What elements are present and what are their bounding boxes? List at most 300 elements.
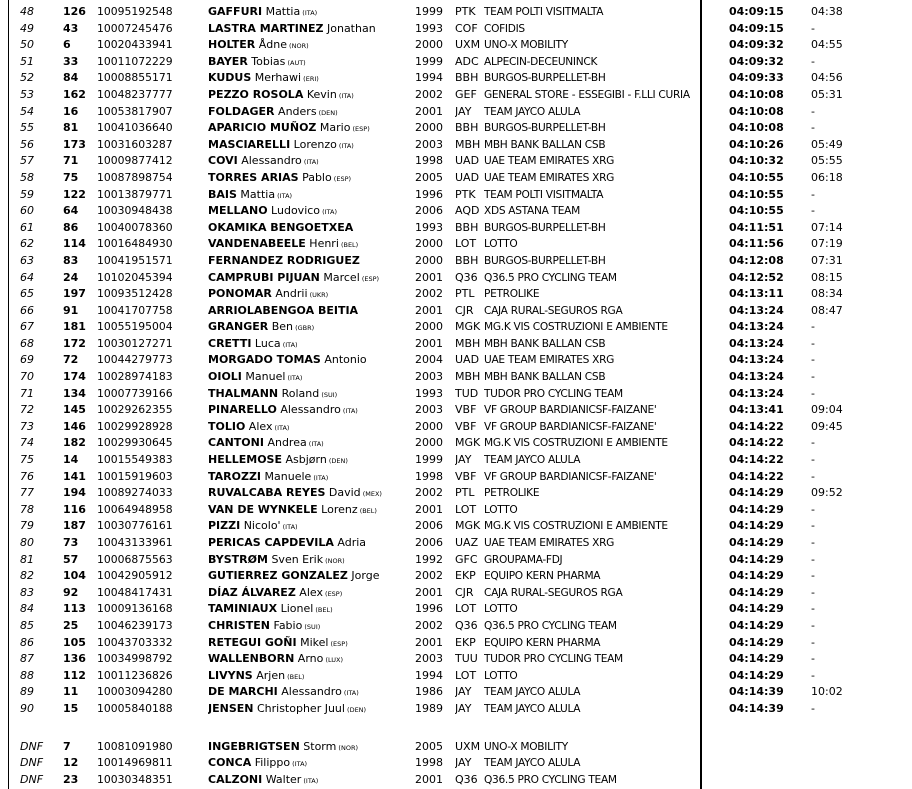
time-cell: 04:14:29 bbox=[729, 618, 784, 632]
uci-id-cell: 10009877412 bbox=[97, 154, 173, 168]
gap-cell: 08:47 bbox=[811, 303, 843, 317]
team-name-cell: LOTTO bbox=[484, 603, 518, 616]
gap-cell: 05:31 bbox=[811, 87, 843, 101]
team-name-cell: EQUIPO KERN PHARMA bbox=[484, 636, 601, 649]
team-name-cell: TUDOR PRO CYCLING TEAM bbox=[484, 653, 623, 666]
rider-name-cell bbox=[208, 469, 415, 486]
uci-id-cell: 10030948438 bbox=[97, 204, 173, 218]
rider-nationality: (ITA) bbox=[290, 760, 308, 769]
rider-lastname: PERICAS CAPDEVILA bbox=[208, 536, 334, 549]
result-row bbox=[0, 435, 912, 452]
row-left-pad bbox=[0, 535, 20, 552]
team-code-cell: MGK bbox=[455, 436, 481, 450]
birth-year-cell: 2001 bbox=[415, 104, 443, 118]
team-name-cell: TEAM POLTI VISITMALTA bbox=[484, 6, 604, 18]
bib-cell: 141 bbox=[63, 469, 86, 483]
rider-firstname: Ben bbox=[268, 320, 294, 334]
team-name-cell: BURGOS-BURPELLET-BH bbox=[484, 122, 606, 135]
team-name-cell: TUDOR PRO CYCLING TEAM bbox=[484, 387, 623, 400]
time-cell: 04:11:56 bbox=[729, 237, 784, 251]
birth-year-cell: 2002 bbox=[415, 618, 443, 632]
rider-nationality: (ERI) bbox=[301, 75, 319, 84]
result-row bbox=[0, 170, 912, 187]
team-name-cell: Q36.5 PRO CYCLING TEAM bbox=[484, 619, 617, 632]
rider-name-cell bbox=[208, 739, 415, 756]
birth-year-cell: 2003 bbox=[415, 652, 443, 666]
time-cell: 04:09:32 bbox=[729, 54, 784, 68]
uci-id-cell: 10053817907 bbox=[97, 104, 173, 118]
rider-firstname: Pablo bbox=[298, 170, 332, 184]
position-cell: 51 bbox=[20, 54, 34, 68]
birth-year-cell: 2000 bbox=[415, 436, 443, 450]
gap-cell: 09:45 bbox=[811, 419, 843, 433]
bib-cell: 126 bbox=[63, 5, 86, 18]
row-left-pad bbox=[0, 220, 20, 237]
team-code-cell: AQD bbox=[455, 204, 480, 218]
rider-firstname: Merhawi bbox=[251, 71, 302, 85]
rider-nationality: (UKR) bbox=[307, 291, 329, 300]
team-code-cell: PTL bbox=[455, 486, 475, 500]
rider-lastname: BAYER bbox=[208, 54, 248, 68]
rider-lastname: COVI bbox=[208, 154, 238, 168]
bib-cell: 24 bbox=[63, 270, 79, 284]
position-cell: 55 bbox=[20, 121, 34, 135]
rider-name-cell bbox=[208, 701, 415, 718]
time-cell: 04:14:29 bbox=[729, 635, 784, 649]
uci-id-cell: 10041707758 bbox=[97, 303, 173, 317]
gap-cell: - bbox=[811, 652, 815, 666]
bib-cell: 86 bbox=[63, 220, 79, 234]
row-left-pad bbox=[0, 253, 20, 270]
rider-lastname: WALLENBORN bbox=[208, 652, 295, 666]
row-left-pad bbox=[0, 568, 20, 585]
time-cell: 04:14:29 bbox=[729, 502, 784, 516]
position-cell: 83 bbox=[20, 585, 34, 599]
result-row bbox=[0, 651, 912, 668]
birth-year-cell: 2001 bbox=[415, 772, 443, 786]
rider-nationality: (ITA) bbox=[300, 9, 318, 17]
result-row bbox=[0, 755, 912, 772]
birth-year-cell: 1996 bbox=[415, 602, 443, 616]
team-name-cell: VF GROUP BARDIANICSF-FAIZANE' bbox=[484, 470, 657, 483]
row-left-pad bbox=[0, 452, 20, 469]
rider-nationality: (ITA) bbox=[285, 374, 303, 383]
rider-nationality: (ESP) bbox=[322, 589, 343, 598]
team-code-cell: MBH bbox=[455, 370, 481, 384]
bib-cell: 105 bbox=[63, 635, 86, 649]
row-left-pad bbox=[0, 552, 20, 569]
bib-cell: 57 bbox=[63, 552, 79, 566]
bib-cell: 25 bbox=[63, 618, 79, 632]
position-cell: 49 bbox=[20, 21, 34, 35]
uci-id-cell: 10011072229 bbox=[97, 54, 173, 68]
uci-id-cell: 10095192548 bbox=[97, 5, 173, 18]
bib-cell: 75 bbox=[63, 170, 79, 184]
rider-lastname: OIOLI bbox=[208, 370, 242, 384]
result-row bbox=[0, 137, 912, 154]
team-code-cell: CJR bbox=[455, 303, 474, 317]
rider-lastname: VAN DE WYNKELE bbox=[208, 502, 318, 516]
gap-cell: 10:02 bbox=[811, 685, 843, 699]
birth-year-cell: 2002 bbox=[415, 569, 443, 583]
result-row bbox=[0, 220, 912, 237]
team-code-cell: UXM bbox=[455, 38, 481, 52]
gap-cell: 07:14 bbox=[811, 220, 843, 234]
rider-firstname: Alex bbox=[295, 585, 323, 599]
gap-cell: 07:19 bbox=[811, 237, 843, 251]
rider-name-cell bbox=[208, 187, 415, 204]
bib-cell: 23 bbox=[63, 772, 79, 786]
birth-year-cell: 2001 bbox=[415, 303, 443, 317]
time-cell: 04:10:08 bbox=[729, 104, 784, 118]
rider-name-cell bbox=[208, 21, 415, 38]
rider-nationality: (ESP) bbox=[328, 639, 348, 648]
gap-cell: - bbox=[811, 552, 815, 566]
team-name-cell: UAE TEAM EMIRATES XRG bbox=[484, 171, 615, 184]
rider-lastname: TAROZZI bbox=[208, 469, 262, 483]
time-cell: 04:09:33 bbox=[729, 71, 784, 85]
row-left-pad bbox=[0, 684, 20, 701]
bib-cell: 72 bbox=[63, 353, 79, 367]
rider-nationality: (ITA) bbox=[336, 141, 354, 150]
gap-cell bbox=[805, 755, 912, 772]
birth-year-cell: 1996 bbox=[415, 187, 443, 201]
birth-year-cell: 2000 bbox=[415, 253, 443, 267]
position-cell: 89 bbox=[20, 685, 34, 699]
gap-cell: - bbox=[811, 121, 815, 135]
rider-name-cell bbox=[208, 352, 415, 369]
time-cell: 04:13:41 bbox=[729, 403, 784, 417]
result-row bbox=[0, 535, 912, 552]
team-name-cell: MBH BANK BALLAN CSB bbox=[484, 371, 606, 384]
team-code-cell: MGK bbox=[455, 320, 481, 334]
rider-nationality: (ITA) bbox=[280, 523, 298, 532]
rider-lastname: PEZZO ROSOLA bbox=[208, 87, 304, 101]
rider-nationality: (ITA) bbox=[272, 423, 290, 432]
result-row bbox=[0, 485, 912, 502]
rider-lastname: RUVALCABA REYES bbox=[208, 486, 326, 500]
position-cell: 85 bbox=[20, 618, 34, 632]
team-name-cell: UAE TEAM EMIRATES XRG bbox=[484, 537, 615, 549]
result-row bbox=[0, 21, 912, 38]
team-code-cell: TUD bbox=[455, 386, 479, 400]
rider-lastname: FERNANDEZ RODRIGUEZ bbox=[208, 253, 360, 267]
rider-lastname: GRANGER bbox=[208, 320, 269, 334]
gap-cell: - bbox=[811, 585, 815, 599]
team-code-cell: UAD bbox=[455, 353, 480, 367]
rider-nationality: (ITA) bbox=[275, 191, 293, 200]
rider-lastname: MASCIARELLI bbox=[208, 137, 291, 151]
bib-cell: 15 bbox=[63, 701, 79, 715]
rider-name-cell bbox=[208, 303, 415, 320]
position-cell: 58 bbox=[20, 170, 34, 184]
row-left-pad bbox=[0, 502, 20, 519]
result-row bbox=[0, 37, 912, 54]
birth-year-cell: 1999 bbox=[415, 453, 443, 467]
team-code-cell: JAY bbox=[455, 104, 472, 118]
rider-lastname: CHRISTEN bbox=[208, 618, 270, 632]
rider-nationality: (ESP) bbox=[359, 274, 380, 283]
time-cell: 04:13:24 bbox=[729, 320, 784, 334]
team-name-cell: MG.K VIS COSTRUZIONI E AMBIENTE bbox=[484, 520, 668, 533]
bib-cell: 134 bbox=[63, 386, 86, 400]
uci-id-cell: 10011236826 bbox=[97, 668, 173, 682]
uci-id-cell: 10029928928 bbox=[97, 419, 173, 433]
result-row bbox=[0, 386, 912, 403]
time-cell: 04:13:11 bbox=[729, 287, 784, 301]
bib-cell: 14 bbox=[63, 453, 79, 467]
team-code-cell: PTL bbox=[455, 287, 475, 301]
rider-firstname: Ådne bbox=[255, 38, 287, 52]
result-row bbox=[0, 153, 912, 170]
time-cell: 04:14:29 bbox=[729, 668, 784, 682]
position-cell: DNF bbox=[20, 772, 44, 786]
birth-year-cell: 2006 bbox=[415, 536, 443, 549]
gap-cell: - bbox=[811, 536, 815, 549]
position-cell: 59 bbox=[20, 187, 34, 201]
result-row bbox=[0, 236, 912, 253]
position-cell: 78 bbox=[20, 502, 34, 516]
bib-cell: 181 bbox=[63, 320, 86, 334]
rider-name-cell bbox=[208, 236, 415, 253]
row-left-pad bbox=[0, 585, 20, 602]
gap-cell: - bbox=[811, 21, 815, 35]
team-name-cell: TEAM JAYCO ALULA bbox=[484, 757, 581, 770]
position-cell: 71 bbox=[20, 386, 34, 400]
team-code-cell: UAD bbox=[455, 154, 480, 168]
gap-cell: 07:31 bbox=[811, 253, 843, 267]
team-name-cell: MG.K VIS COSTRUZIONI E AMBIENTE bbox=[484, 437, 668, 450]
gap-cell: - bbox=[811, 104, 815, 118]
team-code-cell: BBH bbox=[455, 220, 479, 234]
gap-cell: 09:04 bbox=[811, 403, 843, 417]
position-cell: 50 bbox=[20, 38, 34, 52]
rider-firstname: Andrii bbox=[271, 287, 308, 301]
team-name-cell: UNO-X MOBILITY bbox=[484, 39, 568, 52]
time-cell: 04:14:39 bbox=[729, 701, 784, 715]
position-cell: 82 bbox=[20, 569, 34, 583]
row-left-pad bbox=[0, 518, 20, 535]
team-name-cell: XDS ASTANA TEAM bbox=[484, 205, 580, 218]
row-left-pad bbox=[0, 336, 20, 353]
row-left-pad bbox=[0, 755, 20, 772]
uci-id-cell: 10048417431 bbox=[97, 585, 173, 599]
team-code-cell: COF bbox=[455, 21, 478, 35]
results-table bbox=[0, 4, 912, 788]
team-name-cell: Q36.5 PRO CYCLING TEAM bbox=[484, 271, 617, 284]
gap-cell: 04:38 bbox=[811, 5, 843, 18]
gap-cell: 04:55 bbox=[811, 38, 843, 52]
birth-year-cell: 1998 bbox=[415, 469, 443, 483]
rider-name-cell bbox=[208, 4, 415, 21]
result-row bbox=[0, 469, 912, 486]
team-code-cell: BBH bbox=[455, 71, 479, 85]
rider-name-cell bbox=[208, 435, 415, 452]
position-cell: DNF bbox=[20, 756, 44, 770]
rider-lastname: HOLTER bbox=[208, 38, 256, 52]
row-left-pad bbox=[0, 286, 20, 303]
rider-firstname: Nicolo' bbox=[240, 519, 281, 533]
row-left-pad bbox=[0, 137, 20, 154]
team-name-cell: UAE TEAM EMIRATES XRG bbox=[484, 155, 615, 168]
position-cell: 56 bbox=[20, 137, 34, 151]
uci-id-cell: 10093512428 bbox=[97, 287, 173, 301]
birth-year-cell: 1999 bbox=[415, 5, 443, 18]
rider-lastname: TAMINIAUX bbox=[208, 602, 278, 616]
team-name-cell: TEAM POLTI VISITMALTA bbox=[484, 188, 604, 201]
bib-cell: 104 bbox=[63, 569, 86, 583]
team-code-cell: JAY bbox=[455, 453, 472, 467]
rider-lastname: APARICIO MUÑOZ bbox=[208, 121, 317, 135]
team-code-cell: UXM bbox=[455, 739, 481, 753]
row-left-pad bbox=[0, 120, 20, 137]
rider-lastname: PIZZI bbox=[208, 519, 241, 533]
rider-lastname: PONOMAR bbox=[208, 287, 272, 301]
row-left-pad bbox=[0, 772, 20, 789]
row-left-pad bbox=[0, 419, 20, 436]
result-row bbox=[0, 518, 912, 535]
row-left-pad bbox=[0, 701, 20, 718]
uci-id-cell: 10040078360 bbox=[97, 220, 173, 234]
team-code-cell: UAZ bbox=[455, 536, 479, 549]
team-code-cell: MGK bbox=[455, 519, 481, 533]
team-name-cell: UNO-X MOBILITY bbox=[484, 740, 568, 753]
team-code-cell: VBF bbox=[455, 419, 477, 433]
result-row bbox=[0, 87, 912, 104]
gap-cell: - bbox=[811, 370, 815, 384]
uci-id-cell: 10044279773 bbox=[97, 353, 173, 367]
rider-lastname: JENSEN bbox=[208, 701, 254, 715]
result-row bbox=[0, 303, 912, 320]
uci-id-cell: 10055195004 bbox=[97, 320, 173, 334]
time-cell: 04:10:55 bbox=[729, 170, 784, 184]
position-cell: 87 bbox=[20, 652, 34, 666]
rider-nationality: (SUI) bbox=[302, 622, 321, 631]
gap-cell bbox=[805, 739, 912, 756]
rider-name-cell bbox=[208, 568, 415, 585]
birth-year-cell: 1989 bbox=[415, 701, 443, 715]
gap-cell: - bbox=[811, 469, 815, 483]
time-cell bbox=[705, 739, 805, 756]
rider-name-cell bbox=[208, 402, 415, 419]
team-name-cell: COFIDIS bbox=[484, 22, 525, 35]
time-cell: 04:14:29 bbox=[729, 486, 784, 500]
team-code-cell: VBF bbox=[455, 469, 477, 483]
position-cell: 52 bbox=[20, 71, 34, 85]
time-cell: 04:14:29 bbox=[729, 552, 784, 566]
team-name-cell: BURGOS-BURPELLET-BH bbox=[484, 254, 606, 267]
row-left-pad bbox=[0, 4, 20, 21]
rider-firstname: Andrea bbox=[263, 436, 307, 450]
bib-cell: 136 bbox=[63, 652, 86, 666]
position-cell: 72 bbox=[20, 403, 34, 417]
team-code-cell: BBH bbox=[455, 121, 479, 135]
position-cell: 86 bbox=[20, 635, 34, 649]
time-cell: 04:14:22 bbox=[729, 453, 784, 467]
position-cell: 68 bbox=[20, 336, 34, 350]
row-left-pad bbox=[0, 37, 20, 54]
rider-name-cell bbox=[208, 452, 415, 469]
row-left-pad bbox=[0, 170, 20, 187]
uci-id-cell: 10028974183 bbox=[97, 370, 173, 384]
rider-lastname: MORGADO TOMAS bbox=[208, 353, 321, 367]
birth-year-cell: 2001 bbox=[415, 270, 443, 284]
gap-cell: - bbox=[811, 436, 815, 450]
gap-cell: 08:15 bbox=[811, 270, 843, 284]
birth-year-cell: 1993 bbox=[415, 21, 443, 35]
position-cell: 57 bbox=[20, 154, 34, 168]
position-cell: 77 bbox=[20, 486, 34, 500]
rider-firstname: Mattia bbox=[236, 187, 276, 201]
rider-lastname: VANDENABEELE bbox=[208, 237, 306, 251]
rider-firstname: Christopher Juul bbox=[253, 701, 345, 715]
bib-cell: 64 bbox=[63, 204, 79, 218]
time-cell: 04:12:08 bbox=[729, 253, 784, 267]
time-cell: 04:13:24 bbox=[729, 303, 784, 317]
result-row bbox=[0, 739, 912, 756]
team-code-cell: JAY bbox=[455, 756, 472, 770]
team-code-cell: EKP bbox=[455, 569, 476, 583]
rider-nationality: (ITA) bbox=[311, 473, 329, 482]
rider-lastname: BYSTRØM bbox=[208, 552, 268, 566]
time-cell: 04:14:22 bbox=[729, 419, 784, 433]
bib-cell: 113 bbox=[63, 602, 86, 616]
position-cell: 73 bbox=[20, 419, 34, 433]
rider-firstname: Manuele bbox=[261, 469, 312, 483]
team-name-cell: BURGOS-BURPELLET-BH bbox=[484, 221, 606, 234]
result-row bbox=[0, 352, 912, 369]
bib-cell: 145 bbox=[63, 403, 86, 417]
time-cell bbox=[705, 772, 805, 789]
classified-riders-section bbox=[0, 4, 912, 718]
team-name-cell: PETROLIKE bbox=[484, 288, 540, 301]
position-cell: 54 bbox=[20, 104, 34, 118]
rider-nationality: (BEL) bbox=[313, 606, 333, 615]
team-name-cell: GROUPAMA-FDJ bbox=[484, 553, 563, 566]
birth-year-cell: 2001 bbox=[415, 585, 443, 599]
position-cell: 74 bbox=[20, 436, 34, 450]
birth-year-cell: 1998 bbox=[415, 154, 443, 168]
uci-id-cell: 10081091980 bbox=[97, 739, 173, 753]
result-row bbox=[0, 502, 912, 519]
rider-name-cell bbox=[208, 386, 415, 403]
result-row bbox=[0, 402, 912, 419]
team-name-cell: TEAM JAYCO ALULA bbox=[484, 454, 581, 467]
team-name-cell: MBH BANK BALLAN CSB bbox=[484, 337, 606, 350]
uci-id-cell: 10034998792 bbox=[97, 652, 173, 666]
rider-name-cell bbox=[208, 552, 415, 569]
gap-cell: - bbox=[811, 386, 815, 400]
result-row bbox=[0, 452, 912, 469]
rider-firstname: Antonio bbox=[320, 353, 367, 367]
result-row bbox=[0, 203, 912, 220]
rider-lastname: KUDUS bbox=[208, 71, 252, 85]
birth-year-cell: 1994 bbox=[415, 71, 443, 85]
gap-cell: 05:55 bbox=[811, 154, 843, 168]
rider-name-cell bbox=[208, 253, 415, 270]
team-code-cell: CJR bbox=[455, 585, 474, 599]
birth-year-cell: 2000 bbox=[415, 237, 443, 251]
time-cell: 04:10:08 bbox=[729, 121, 784, 135]
gap-cell: 05:49 bbox=[811, 137, 843, 151]
uci-id-cell: 10020433941 bbox=[97, 38, 173, 52]
result-row bbox=[0, 668, 912, 685]
rider-nationality: (NOR) bbox=[336, 743, 358, 752]
result-row bbox=[0, 70, 912, 87]
rider-nationality: (SUI) bbox=[319, 390, 338, 399]
result-row bbox=[0, 319, 912, 336]
rider-lastname: MELLANO bbox=[208, 204, 268, 218]
